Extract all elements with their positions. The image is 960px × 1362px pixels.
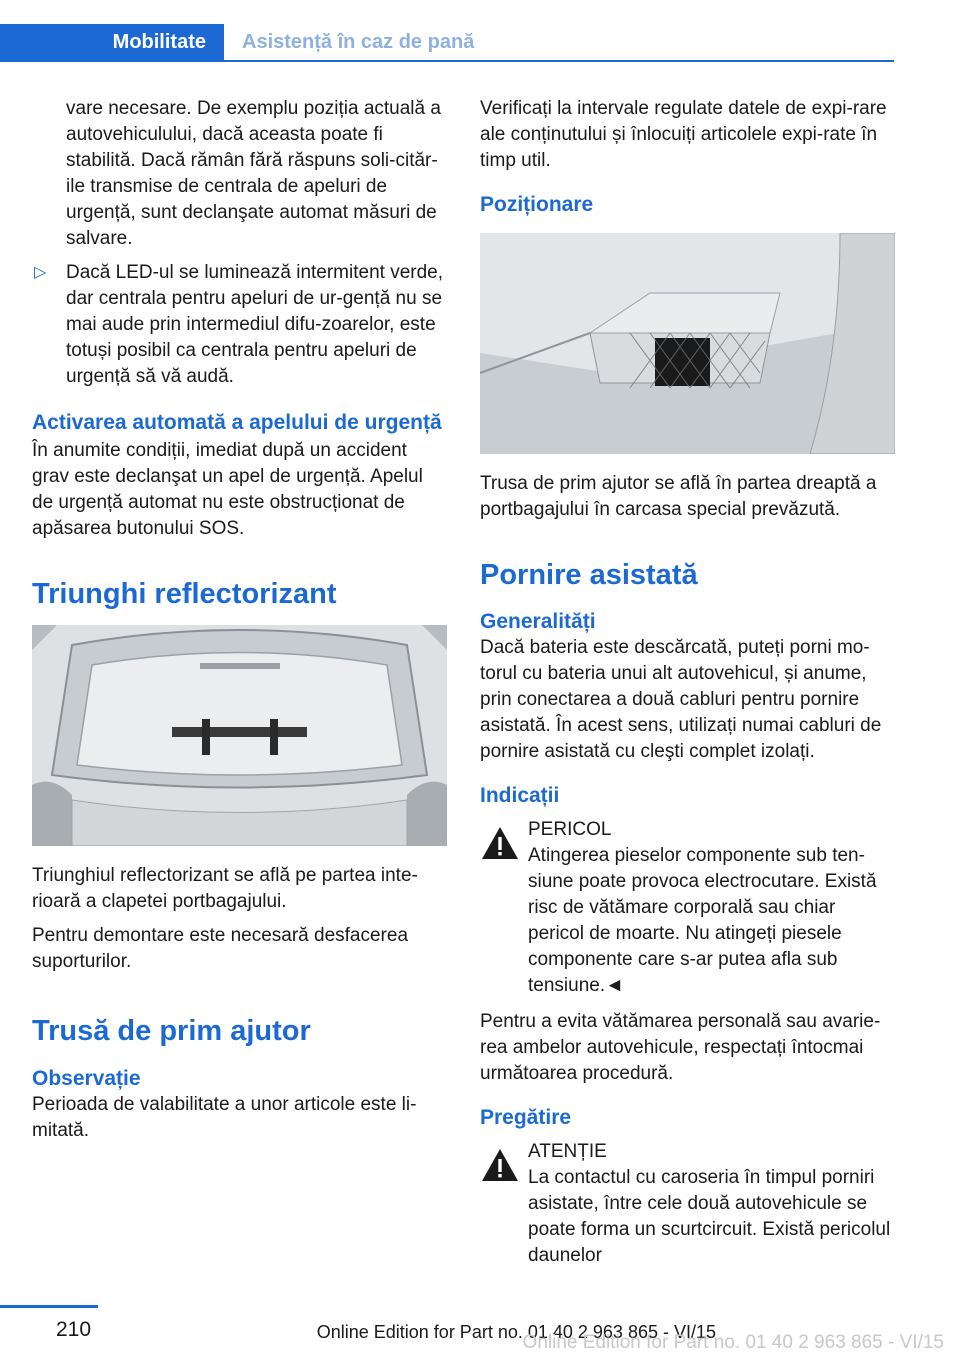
triangle-caption: Triunghiul reflectorizant se află pe partea inte-rioară a clapetei portbagajului. — [32, 865, 418, 912]
footer-rule — [0, 1305, 98, 1308]
page-header — [0, 24, 894, 62]
caution-warning — [480, 1139, 895, 1269]
danger-text: Atingerea pieselor componente sub ten-siune poate provoca electrocutare. Există risc de vătămare corporală sau chiar pericol de moarte. Nu atingeți piesele componente care s-ar putea afla sub tensiune.◄ — [528, 845, 877, 996]
jumpstart-heading: Pornire asistată — [480, 559, 698, 591]
position-heading: Poziționare — [480, 193, 594, 216]
note-text: Perioada de valabilitate a unor articole este li-mitată. — [32, 1094, 417, 1141]
caution-text-wrap — [480, 1165, 895, 1269]
section-tab — [0, 24, 224, 60]
left-column — [32, 96, 447, 1152]
edition-text: Online Edition for Part no. 01 40 2 963 865 - VI/15 — [316, 1322, 716, 1342]
triangle-heading: Triunghi reflectorizant — [32, 578, 337, 610]
trunk-lid-illustration — [32, 625, 447, 846]
triangle-bullet-icon: ▷ — [34, 264, 47, 281]
prep-heading: Pregătire — [480, 1106, 572, 1129]
general-text: Dacă bateria este descărcată, puteți porni mo-torul cu bateria unui alt autovehicul, și anume, prin conectarea a două cabluri pentru pornire asistată. În acest sens, utilizați numai cabluri de pornire asistată cu cleşti complet izolați. — [480, 637, 882, 762]
trunk-lid-image — [32, 625, 447, 846]
section-title: Mobilitate — [112, 31, 206, 53]
auto-call-text: În anumite condiții, imediat după un accident grav este declanşat un apel de urgență. Apelul de urgență automat nu este obstrucționat de apăsarea butonului SOS. — [32, 440, 423, 539]
header-rule — [0, 60, 894, 62]
right-column — [480, 96, 895, 1269]
page-number: 210 — [56, 1318, 92, 1341]
caution-text: La contactul cu caroseria în timpul porniri asistate, între cele două autovehicule se poate forma un scurtcircuit. Există pericolul daunelor — [528, 1167, 891, 1266]
watermark: Online Edition for Part no. 01 40 2 963 865 - VI/15 — [522, 1332, 944, 1353]
danger-title: PERICOL — [528, 819, 612, 840]
subsection-tab — [224, 24, 492, 60]
bullet-text: Dacă LED-ul se luminează intermitent verde, dar centrala pentru apeluri de ur-gență nu se mai aude prin intermediul difu-zoarelor, este totuși posibil ca centrala pentru apeluri de urgență să vă audă. — [66, 262, 444, 387]
caution-title: ATENȚIE — [528, 1141, 607, 1162]
firstaid-heading: Trusă de prim ajutor — [32, 1015, 311, 1047]
check-text: Verificați la intervale regulate datele de expi-rare ale conținutului și înlocuiți articolele expi-rate în timp util. — [480, 98, 887, 171]
note-heading: Observație — [32, 1067, 141, 1090]
position-caption: Trusa de prim ajutor se află în partea dreaptă a portbagajului în carcasa special prevăzută. — [480, 473, 877, 520]
subsection-title: Asistență în caz de pană — [242, 31, 475, 53]
hints-heading: Indicații — [480, 784, 560, 807]
first-aid-kit-illustration — [480, 233, 895, 454]
intro-continued: vare necesare. De exemplu poziția actuală a autovehiculului, dacă aceasta poate fi stabilită. Dacă rămân fără răspuns soli-citările transmise de centrala de apeluri de urgență, sunt declanşate automat măsuri de salvare. — [66, 98, 441, 249]
bullet-item — [32, 260, 447, 390]
danger-warning — [480, 817, 895, 999]
general-heading: Generalități — [480, 610, 596, 633]
danger-text-wrap — [480, 843, 895, 999]
triangle-removal: Pentru demontare este necesară desfacerea suporturilor. — [32, 925, 409, 972]
first-aid-kit-image — [480, 233, 895, 454]
auto-call-heading: Activarea automată a apelului de urgență — [32, 411, 442, 434]
warning-triangle-icon — [480, 1147, 520, 1183]
warning-triangle-icon — [480, 825, 520, 861]
procedure-text: Pentru a evita vătămarea personală sau avarie-rea ambelor autovehicule, respectați întocmai următoarea procedură. — [480, 1011, 881, 1084]
